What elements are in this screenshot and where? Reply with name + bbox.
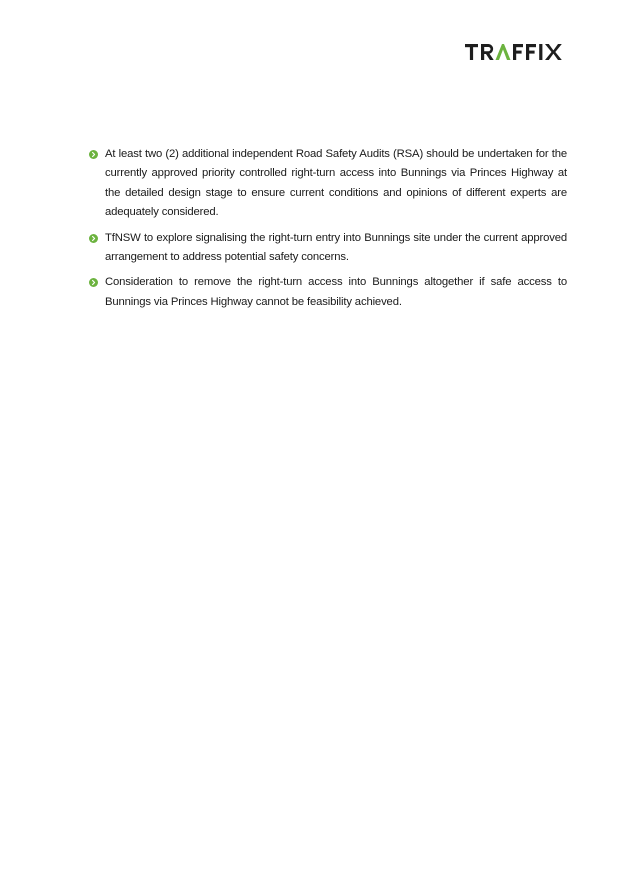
bullet-text: Consideration to remove the right-turn access into Bunnings altogether if safe access to Bunnings via Princes Highway cannot be feasibility achieved. bbox=[105, 276, 567, 308]
bullet-text: At least two (2) additional independent Road Safety Audits (RSA) should be undertaken for the currently approved priority controlled right-turn access into Bunnings via Princes Highway at the detailed design stage to ensure current conditions and opinions of different experts are adequately considered. bbox=[105, 148, 567, 219]
chevron-circle-right-icon bbox=[89, 234, 98, 243]
chevron-circle-right-icon bbox=[89, 278, 98, 287]
list-item bbox=[89, 145, 567, 223]
chevron-circle-right-icon bbox=[89, 150, 98, 159]
traffix-logo-mark bbox=[465, 42, 566, 62]
bullet-text: TfNSW to explore signalising the right-turn entry into Bunnings site under the current approved arrangement to address potential safety concerns. bbox=[105, 231, 567, 264]
recommendations-list bbox=[89, 145, 567, 318]
list-item bbox=[89, 229, 567, 268]
list-item bbox=[89, 273, 567, 312]
traffix-logo bbox=[465, 42, 566, 62]
